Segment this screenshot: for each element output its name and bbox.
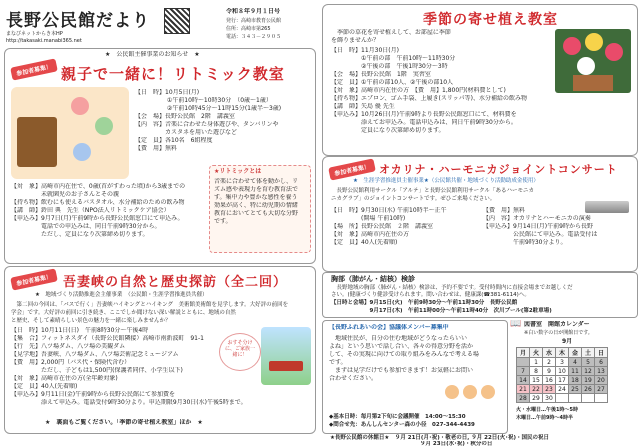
member-line: よね」という思いで話し合い、各々の得意分野を活か — [329, 343, 474, 350]
calendar-day: 9 — [543, 367, 556, 376]
calendar-day: 14 — [517, 376, 530, 385]
detail-line: 【日 時】10月5日(月) — [135, 89, 200, 96]
member-footer: ◆問合せ先：あんしんセンター森の小径 027-344-4439 — [329, 422, 475, 428]
intro-line: 第二回の今回は、「バスで行く」吾妻峡ハイキングとハイキング 美術館美術館を見学します。大好評の前回を — [11, 302, 289, 308]
detail-line: 未就園児のお子さんとその親 — [11, 191, 120, 198]
calendar-day: 26 — [582, 385, 595, 394]
intro-line: 長野公民館利用サークル「アルテ」と長野公民館利用サークル「あるハーモニカ — [331, 188, 534, 194]
calendar-header-row — [517, 348, 608, 358]
calendar-day: 21 — [517, 385, 530, 394]
calendar-day: 25 — [569, 385, 582, 394]
calendar-day: 7 — [517, 367, 530, 376]
calendar-day: 19 — [582, 376, 595, 385]
aside-line: 音楽に合わせて体を動かし、リ — [214, 178, 299, 185]
intro-line: と歴史、そして素晴らしい景色の魅力を一緒に楽しみませんか？ — [11, 318, 171, 324]
train-icon — [269, 361, 303, 371]
recruit-badge: 参加者募集！ — [10, 58, 58, 80]
calendar-day: 15 — [530, 376, 543, 385]
calendar-day: 10 — [556, 367, 569, 376]
publisher: 発行：高崎市教育公民館 — [226, 18, 282, 24]
aside-line: す。集中力や豊かな感性を養う — [214, 194, 298, 201]
detail-line: 【日 時】10月11日(日) 午前8時30分～午後4時 — [11, 327, 149, 334]
closed-days: ９月 23日(水･祝)・秋分の日 — [420, 441, 493, 447]
detail-line: 【講 師】矢島 優 先生 — [331, 103, 395, 110]
weekday-header: 金 — [569, 348, 582, 358]
flower-pot-photo — [555, 29, 631, 93]
detail-line: 【持ち物】飲むにも使えるバスタオル、水分補給のための飲み物 — [11, 199, 185, 206]
calendar-day: 17 — [556, 376, 569, 385]
detail-line: 【費 用】無料 — [135, 145, 178, 152]
detail-line: 【持ち物】エプロン、ゴム手袋、上履き(スリッパ等)、水分補給の飲み物 — [331, 95, 527, 102]
header-url[interactable]: http://takasaki.manabi365.net — [6, 38, 82, 44]
detail-line: ②午前10時45分～11時15分(1歳半～3歳) — [135, 105, 282, 112]
calendar-day: 23 — [543, 385, 556, 394]
checkup-line: さい。(健康づくり健診受けられます。問い合わせは、健康課(☎381-6114)へ。 — [331, 292, 530, 298]
speech-text: おすそ分けに、ご家族一緒に！ — [224, 340, 255, 358]
detail-line: ただし、定員になり次第締め切ります。 — [11, 231, 149, 238]
hike-title: 吾妻峡の自然と歴史探訪（全二回） — [63, 275, 288, 290]
pot-icon — [573, 75, 613, 91]
concert-title: オカリナ・ハーモニカジョイントコンサート — [379, 163, 618, 176]
flower-title: 季節の寄せ植え教室 — [423, 12, 558, 28]
calendar-day — [517, 358, 530, 367]
calendar-day: 18 — [569, 376, 582, 385]
calendar-row — [517, 358, 608, 367]
detail-line: 公民館にて申込み。電話受付は — [483, 231, 598, 238]
detail-line: 【会 場】長野公民館 1階 実習室 — [331, 71, 431, 78]
detail-line: 【定 員】各10名 6組程度 — [135, 137, 213, 144]
detail-line: 【内 容】音楽に合わせた身体遊びや、タンバリンや — [135, 121, 279, 128]
recruit-badge: 参加者募集！ — [10, 268, 58, 290]
flower-details — [331, 47, 527, 135]
detail-line: 【申込み】9月7日(月)午前9時から長野公民館窓口にて申込み。 — [11, 215, 184, 222]
calendar-day: 30 — [543, 394, 556, 403]
hike-subtitle: ★ 地域づくり活動推進会主催事業 （公民館・生涯学習推進員共催） — [35, 292, 208, 298]
calendar-day: 1 — [530, 358, 543, 367]
publisher-tel: 電話：３４３－２９０５ — [226, 34, 282, 40]
detail-line: ただし、子どもは1,500円(保護者同伴、小学生以下) — [11, 367, 183, 374]
checkup-schedule: 9月17日(木) 午前11時00分～午前11時40分 次川プール(第2駐車場) — [331, 308, 552, 314]
weekday-header: 日 — [595, 348, 608, 358]
calendar-legend: 火・水曜日…午後1時～5時 — [516, 407, 578, 413]
detail-line: 午前9時30分より。 — [483, 239, 567, 246]
member-line: して、その実現に向けての取り組みをみんなで考える場 — [329, 351, 479, 358]
member-section — [322, 320, 508, 434]
calendar-day — [595, 394, 608, 403]
weekday-header: 火 — [530, 348, 543, 358]
flower-icon — [577, 57, 595, 75]
member-body — [329, 335, 479, 383]
concert-details — [331, 207, 447, 247]
aside-line: です。 — [214, 218, 232, 225]
weekday-header: 月 — [517, 348, 530, 358]
checkup-section — [322, 272, 638, 318]
calendar-day: 27 — [595, 385, 608, 394]
detail-line: 【対 象】高崎市在住の方(全年齢対象) — [11, 375, 118, 382]
calendar-day: 16 — [543, 376, 556, 385]
calendar-row — [517, 385, 608, 394]
calendar-day: 13 — [595, 367, 608, 376]
closed-days: ★長野公民館の休館日★ ９月 21日(月･祝)・敬老の日, ９月 22日(火･祝)・国民の祝日 — [330, 435, 550, 441]
calendar-note: ※白い数字の日が開館日です。 — [524, 330, 593, 336]
newsletter-title: 長野公民館だより — [6, 11, 150, 31]
calendar-day: 6 — [595, 358, 608, 367]
person-icon — [445, 385, 459, 399]
calendar-day: 29 — [530, 394, 543, 403]
member-line: 地域住民が、自分の住む地域がどうなったらいい — [329, 335, 468, 342]
calendar-day: 28 — [517, 394, 530, 403]
detail-line: 【費 用】2,000円（バス代・保険代含む） — [11, 359, 131, 366]
calendar-day: 24 — [556, 385, 569, 394]
calendar-row — [517, 367, 608, 376]
detail-line: 【内 容】オカリナとハーモニカの演奏 — [483, 215, 591, 222]
header-subtitle: まなびネットからき本HP — [6, 31, 63, 37]
member-footer: ◆基本日時：毎月第2下旬に会議開催 14:00～15:30 — [329, 414, 466, 420]
detail-line: 【対 象】高崎市内在住の方 【費 用】1,800円(材料費として) — [331, 87, 506, 94]
child-icon — [73, 143, 91, 161]
harmonica-icon — [585, 201, 629, 213]
calendar-title: 図書室 開館カレンダー — [524, 321, 590, 328]
train-landscape-illustration — [261, 327, 311, 385]
aside-line: ズム感や表現力を育む教育法で — [214, 186, 299, 193]
detail-line: 【定 員】①午前の部10人、②午後の部10人 — [331, 79, 454, 86]
calendar-month: 9月 — [562, 338, 573, 345]
book-icon: 📖 — [510, 320, 522, 328]
hike-details — [11, 327, 247, 407]
weekday-header: 土 — [582, 348, 595, 358]
person-icon — [463, 385, 477, 399]
calendar-row — [517, 376, 608, 385]
detail-line: 【費 用】無料 — [483, 207, 526, 214]
piano-kids-illustration — [11, 87, 129, 179]
section-note: ★ 公民館主催事業のお知らせ ★ — [105, 51, 200, 58]
child-icon — [71, 97, 89, 115]
flower-intro — [331, 29, 451, 45]
person-icon — [481, 385, 495, 399]
concert-intro — [331, 187, 534, 203]
detail-line: 【対 象】高崎市内在住で、0歳(首がすわった頃)から3歳までの — [11, 183, 186, 190]
detail-line: 【場 所】長野公民館 ２階 講義室 — [331, 223, 434, 230]
calendar-legend: 木曜日…午前9時～4時半 — [516, 415, 573, 421]
concert-subtitle: ★ 生涯学習推進員主催事業★（公民館共催・地域づくり活動助成金使用） — [353, 178, 539, 184]
hike-section — [4, 266, 316, 434]
detail-line: ①午前の部 午前10時～11時30分 — [331, 55, 456, 62]
rhythmic-details — [135, 89, 281, 153]
detail-line: ①午前10時～10時30分 （0歳～1歳） — [135, 97, 272, 104]
calendar-day: 2 — [543, 358, 556, 367]
detail-line: 【申込み】10月26日(月)午前9時より長野公民館窓口にて、材料費を — [331, 111, 517, 118]
aside-line: 教育においてとても大切な分野 — [214, 210, 299, 217]
detail-line: 【会 場】長野公民館 2階 講義室 — [135, 113, 235, 120]
rhythmic-extra-details — [11, 183, 185, 239]
calendar-day: 22 — [530, 385, 543, 394]
speech-bubble — [219, 333, 261, 371]
calendar-day: 4 — [569, 358, 582, 367]
calendar-day — [582, 394, 595, 403]
calendar-table — [516, 347, 608, 403]
detail-line: 添えてお申込み。電話申込みは、同日午前9時30分から。 — [331, 119, 517, 126]
detail-line: 【申込み】9月11日(金)午前9時から長野公民館にて参加費を — [11, 391, 175, 398]
calendar-day: 5 — [582, 358, 595, 367]
rhythmic-aside — [209, 165, 311, 253]
flower-icon — [605, 43, 623, 61]
weekday-header: 水 — [543, 348, 556, 358]
detail-line: 添えて申込み。電話受付9時30分より。申込期限9月30日(水)午後5時まで。 — [11, 399, 247, 406]
group-illustration — [443, 383, 499, 407]
calendar-day — [556, 394, 569, 403]
checkup-schedule: 【日時と会場】9月15日(火) 午前9時30分～午前11時30分 長野公民館 — [331, 300, 518, 306]
intro-line: ニカグラブ」のジョイントコンサートです。ぜひご来場ください。 — [331, 196, 496, 202]
detail-line: カスタネを用いた遊びなど — [135, 129, 238, 136]
calendar-day: 8 — [530, 367, 543, 376]
member-title: 【長野ふれあいの会】協議体メンバー募集中 — [329, 324, 449, 331]
calendar-day: 11 — [569, 367, 582, 376]
qr-code-icon — [164, 8, 190, 34]
calendar-day: 12 — [582, 367, 595, 376]
detail-line: 【申込み】9月14日(月)午前9時から長野 — [483, 223, 593, 230]
concert-section — [322, 156, 638, 272]
aside-line: 効果が高く、特に幼児期の情緒 — [214, 202, 298, 209]
member-line: まずは見学だけでも参加できます！お気軽にお問い — [329, 367, 474, 374]
calendar-day: 20 — [595, 376, 608, 385]
weekday-header: 木 — [556, 348, 569, 358]
checkup-title: 胸部（肺がん・結核）検診 — [331, 275, 415, 283]
hike-footer: ★ 裏面もご覧ください。「季節の寄せ植え教室」ほか ★ — [45, 419, 203, 426]
detail-line: 【定 員】40人(先着順) — [331, 239, 398, 246]
detail-line: 定員になり次第締め切ります。 — [331, 127, 445, 134]
intro-line: 学会」です。大好評の前回に引き続き、ここでしか聞けない深い解説とともに、地域の自然 — [11, 310, 236, 316]
detail-line: 【日 時】9月30日(水) 午前10時半～正午 — [331, 207, 447, 214]
detail-line: 【日 時】11月30日(月) — [331, 47, 399, 54]
detail-line: 【定 員】40人(先着順) — [11, 383, 78, 390]
concert-details-2 — [483, 207, 597, 247]
rhythmic-title: 親子で一緒に！リトミック教室 — [61, 65, 285, 83]
aside-title: ★リトミックとは — [214, 168, 262, 175]
flower-icon — [585, 33, 603, 51]
issue-date: 令和８年９月１日号 — [226, 8, 281, 15]
detail-line: (開場 午前10時) — [331, 215, 406, 222]
checkup-line: 長野地域の胸部（肺がん・結核）検診は、予約不要です。受付時間内に直接会場までお越しくだ — [331, 285, 573, 291]
intro-line: 季節の草花を寄せ植えして、お部屋に季節 — [331, 29, 451, 36]
rhythmic-section — [4, 48, 316, 264]
detail-line: 【行 先】八ツ場ダム、八ツ場の美観ダム — [11, 343, 126, 350]
flower-icon — [563, 37, 581, 55]
intro-line: を飾りませんか？ — [331, 37, 380, 44]
detail-line: 【講 師】鈴田 典 先生（NPO法人リトミックケア協会） — [11, 207, 170, 214]
detail-line: 【集 合】フィットネスダイ（長野公民館隣接）高崎市南新波町 91-1 — [11, 335, 204, 342]
piano-icon — [17, 117, 57, 167]
detail-line: 【見学地】吾妻峡、八ツ場ダム、八ツ場芸術記念ミュージアム — [11, 351, 179, 358]
detail-line: 電話での申込みは、同日午前9時30分から。 — [11, 223, 161, 230]
calendar-day — [569, 394, 582, 403]
publisher-address: 住所：高崎市第265 — [226, 26, 271, 32]
child-icon — [95, 117, 113, 135]
detail-line: ②午後の部 午後1時30分～3時 — [331, 63, 448, 70]
member-line: 合わせください。 — [329, 375, 378, 382]
library-calendar — [508, 320, 636, 432]
flower-section — [322, 4, 638, 156]
recruit-badge: 参加者募集！ — [328, 158, 376, 180]
hike-intro — [11, 301, 288, 325]
calendar-row — [517, 394, 608, 403]
calendar-day: 3 — [556, 358, 569, 367]
detail-line: 【対 象】高崎市内在住の方 — [331, 231, 410, 238]
header — [4, 4, 316, 46]
member-line: です。 — [329, 359, 347, 366]
